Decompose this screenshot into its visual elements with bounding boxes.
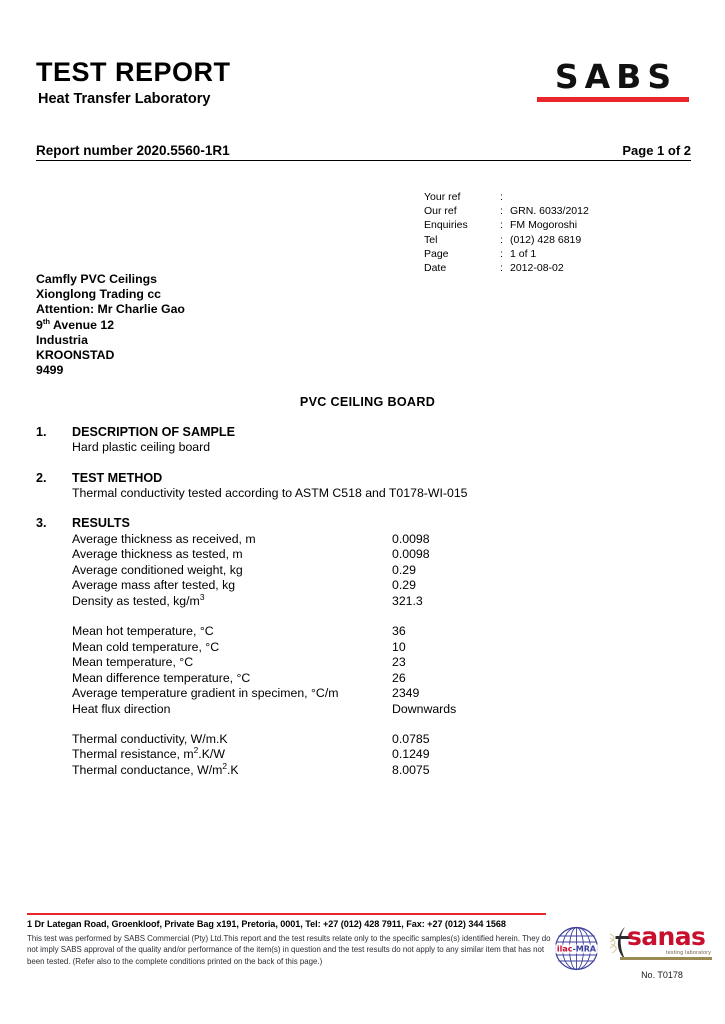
reference-table: [424, 190, 589, 275]
result-value: 2349: [392, 686, 420, 701]
result-label: Average thickness as tested, m: [72, 547, 243, 562]
sabs-logo-text: SABS: [554, 57, 678, 96]
ref-colon: :: [500, 233, 503, 246]
accreditation-number: No. T0178: [641, 970, 683, 980]
ref-label: Our ref: [424, 205, 457, 218]
ilac-mra-globe-icon: [553, 925, 600, 972]
sanas-gold-bar: [620, 957, 712, 960]
result-value: 0.29: [392, 562, 416, 577]
footer-disclaimer: This test was performed by SABS Commercial (Pty) Ltd.This report and the test results relate only to the specific samples(s) identified herein. They do not imply SABS approval of the quality and/or performance of the item(s) in question and the test results do not apply to any similar item that has not been tested. (Refer also to the complete conditions printed on the back of this page.): [27, 934, 551, 966]
result-label: Average temperature gradient in specimen, °C/m: [72, 686, 339, 701]
result-label-tail: .K/W: [198, 747, 225, 762]
ordinal-suffix: th: [42, 316, 51, 326]
section-results: [36, 516, 656, 778]
result-label: Average conditioned weight, kg: [72, 562, 243, 577]
page-indicator: Page 1 of 2: [622, 143, 691, 158]
section-body-text: Thermal conductivity tested according to ASTM C518 and T0178-WI-015: [72, 486, 468, 500]
result-label-text: Thermal conductance, W/m: [72, 762, 223, 777]
result-label: Thermal conductivity, W/m.K: [72, 731, 228, 746]
table-row: [424, 233, 589, 247]
result-label: [72, 747, 392, 762]
section-test-method: [36, 471, 656, 501]
ref-label: Enquiries: [424, 219, 468, 232]
table-row: [72, 655, 572, 670]
unit-exponent: 3: [199, 591, 205, 602]
section-number: 3.: [36, 516, 47, 530]
ref-colon: :: [500, 247, 503, 260]
result-value: 0.1249: [392, 747, 430, 762]
section-heading-text: TEST METHOD: [72, 471, 163, 485]
table-row: [72, 702, 572, 717]
result-value: 0.0785: [392, 731, 430, 746]
table-row: [424, 204, 589, 218]
ref-label: Your ref: [424, 191, 461, 203]
ref-value: (012) 428 6819: [510, 233, 582, 246]
ilac-text: ilac-MRA: [556, 944, 597, 954]
spacer-cell: [392, 609, 572, 624]
section-body-text: Hard plastic ceiling board: [72, 440, 211, 454]
table-row: [72, 563, 572, 578]
result-value: 0.0098: [392, 547, 430, 562]
result-value: 321.3: [392, 593, 423, 608]
table-row: [72, 594, 572, 609]
result-label: Heat flux direction: [72, 701, 171, 716]
ref-colon: :: [500, 191, 503, 203]
page-title: TEST REPORT: [36, 57, 231, 87]
ref-colon: :: [500, 205, 503, 218]
spacer-cell: [392, 717, 572, 732]
section-description-of-sample: [36, 425, 656, 455]
result-label: Mean temperature, °C: [72, 655, 194, 670]
section-number: 2.: [36, 471, 47, 485]
result-label-tail: .K: [227, 762, 239, 777]
section-heading: [36, 516, 656, 530]
spacer-cell: [72, 717, 392, 732]
document-header: [36, 58, 689, 107]
table-row: [424, 190, 589, 204]
laboratory-subtitle: Heat Transfer Laboratory: [38, 91, 211, 108]
row-spacer: [72, 717, 572, 732]
result-label: Average thickness as received, m: [72, 532, 256, 546]
result-value: 36: [392, 624, 406, 639]
sabs-logo-red-bar: [537, 97, 689, 102]
table-row: [424, 218, 589, 232]
ref-label: Page: [424, 247, 449, 260]
section-heading: [36, 471, 656, 485]
sanas-logo: [608, 922, 716, 968]
recipient-address: [36, 272, 185, 378]
ref-value: [510, 190, 589, 204]
report-number: Report number 2020.5560-1R1: [36, 143, 230, 158]
table-row: [72, 547, 572, 562]
spacer-cell: [72, 609, 392, 624]
result-value: Downwards: [392, 701, 457, 716]
ref-value: 1 of 1: [510, 247, 537, 260]
result-label: [72, 760, 392, 778]
result-label-text: Thermal resistance, m: [72, 747, 194, 762]
result-value: 0.0098: [392, 532, 430, 546]
result-label: Mean cold temperature, °C: [72, 639, 220, 654]
result-label: Average mass after tested, kg: [72, 578, 236, 593]
ref-label: Date: [424, 262, 447, 275]
table-row: [424, 261, 589, 275]
section-heading: [36, 425, 656, 439]
results-table: [72, 532, 572, 778]
table-row: [72, 763, 572, 778]
result-label: Mean hot temperature, °C: [72, 624, 214, 639]
sabs-logo: [537, 57, 689, 102]
result-label-text: Density as tested, kg/m: [72, 593, 200, 608]
result-value: 0.29: [392, 578, 416, 593]
result-value: 8.0075: [392, 762, 430, 777]
table-row: [72, 747, 572, 762]
result-label: [72, 591, 392, 609]
ref-colon: :: [500, 262, 503, 275]
result-label: Mean difference temperature, °C: [72, 670, 251, 685]
sanas-subtitle: testing laboratory: [666, 950, 712, 956]
address-line: Xionglong Trading cc: [36, 287, 162, 302]
table-row: [72, 686, 572, 701]
table-row: [72, 732, 572, 747]
footer-address: 1 Dr Lategan Road, Groenkloof, Private Bag x191, Pretoria, 0001, Tel: +27 (012) 428 7911, Fax: +27 (012) 344 1568: [27, 919, 506, 929]
unit-exponent: 2: [222, 760, 228, 771]
table-row: [72, 640, 572, 655]
sanas-wordmark: sanas: [627, 922, 706, 951]
ref-label: Tel: [424, 233, 438, 246]
section-heading-text: RESULTS: [72, 516, 130, 530]
ref-value: GRN. 6033/2012: [510, 205, 589, 218]
result-value: 23: [392, 655, 406, 670]
address-line: 9499: [36, 363, 64, 378]
ref-colon: :: [500, 219, 503, 232]
table-row: [72, 671, 572, 686]
address-street-name: Avenue 12: [50, 317, 115, 332]
product-title: PVC CEILING BOARD: [299, 395, 436, 409]
table-row: [72, 578, 572, 593]
row-spacer: [72, 609, 572, 624]
address-street-number: 9: [36, 317, 43, 332]
table-row: [72, 532, 572, 547]
address-line: Camfly PVC Ceilings: [36, 272, 157, 286]
table-row: [72, 624, 572, 639]
result-value: 26: [392, 670, 406, 685]
unit-exponent: 2: [193, 745, 199, 756]
ref-value: 2012-08-02: [510, 262, 564, 275]
report-number-row: [36, 143, 691, 161]
section-number: 1.: [36, 425, 47, 439]
address-line: KROONSTAD: [36, 348, 115, 363]
table-row: [424, 247, 589, 261]
ilac-mra-logo: [553, 925, 600, 972]
result-value: 10: [392, 639, 406, 654]
reference-block: [424, 190, 589, 275]
address-line: Industria: [36, 332, 88, 347]
footer-red-divider: [27, 913, 546, 915]
section-heading-text: DESCRIPTION OF SAMPLE: [72, 425, 236, 439]
address-line: Attention: Mr Charlie Gao: [36, 302, 185, 317]
ref-value: FM Mogoroshi: [510, 219, 578, 232]
address-line: [36, 318, 185, 333]
